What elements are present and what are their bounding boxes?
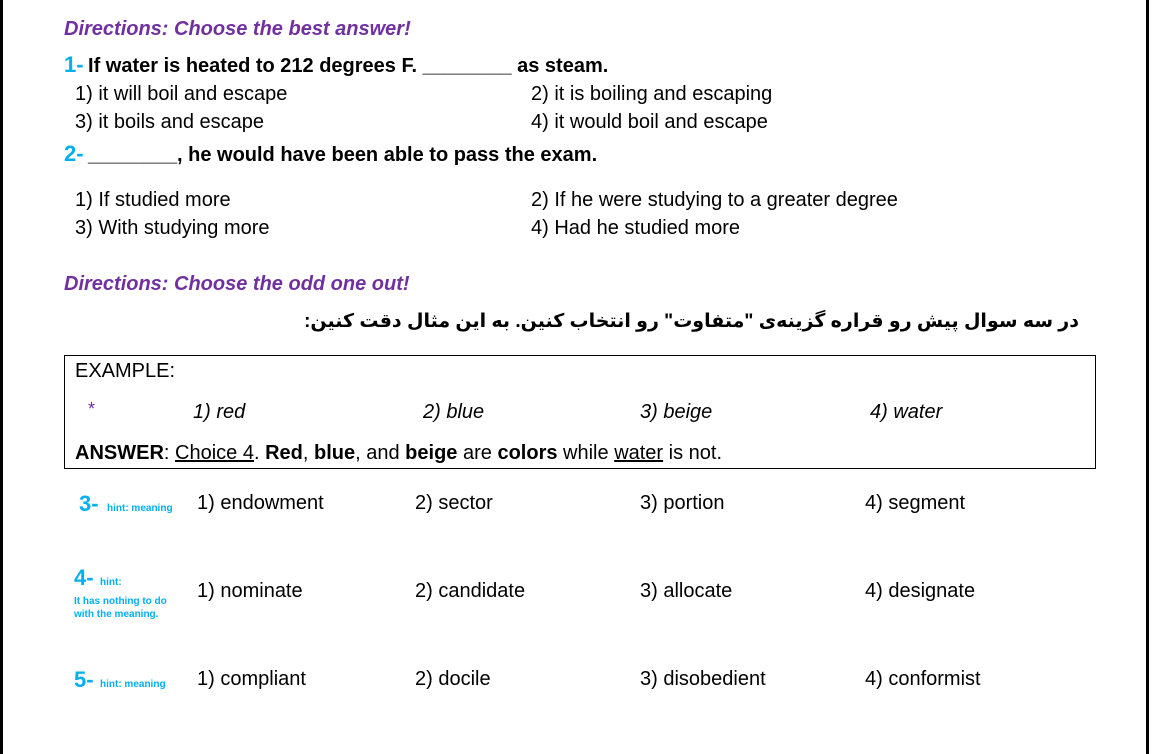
left-border: [0, 0, 3, 754]
example-option-4: 4) water: [870, 401, 943, 423]
q4-option-4[interactable]: 4) designate: [865, 580, 976, 602]
directions-best-answer: Directions: Choose the best answer!: [64, 18, 411, 40]
example-option-2: 2) blue: [423, 401, 485, 423]
answer-red: Red: [265, 442, 303, 464]
q5-option-3[interactable]: 3) disobedient: [640, 668, 766, 690]
q4-option-3[interactable]: 3) allocate: [640, 580, 733, 602]
q3-option-4[interactable]: 4) segment: [865, 492, 966, 514]
q4-option-2[interactable]: 2) candidate: [415, 580, 526, 602]
answer-are: are: [457, 442, 498, 464]
answer-water: water: [614, 442, 664, 464]
answer-sep1: ,: [302, 442, 314, 464]
question-2-stem-line: [64, 141, 597, 167]
q2-option-2[interactable]: 2) If he were studying to a greater degree: [531, 189, 898, 211]
question-5-hint: hint: meaning: [100, 679, 166, 690]
right-border: [1146, 0, 1149, 754]
q5-option-4[interactable]: 4) conformist: [865, 668, 981, 690]
answer-label: ANSWER: [75, 442, 164, 464]
q1-option-3[interactable]: 3) it boils and escape: [75, 111, 265, 133]
question-4-hint-line3: with the meaning.: [74, 609, 159, 620]
question-stem: If water is heated to 212 degrees F. ________ as steam.: [88, 55, 609, 77]
question-1-stem-line: [64, 52, 608, 78]
q3-option-2[interactable]: 2) sector: [415, 492, 493, 514]
answer-colon: :: [163, 442, 176, 464]
directions-odd-one-out: Directions: Choose the odd one out!: [64, 273, 410, 295]
question-3-hint: hint: meaning: [107, 503, 173, 514]
q3-option-3[interactable]: 3) portion: [640, 492, 725, 514]
question-4-hint: hint:: [100, 577, 122, 588]
question-stem: ________, he would have been able to pass the exam.: [88, 144, 598, 166]
question-5-number: 5-: [74, 667, 94, 692]
example-option-3: 3) beige: [640, 401, 713, 423]
q1-option-4[interactable]: 4) it would boil and escape: [531, 111, 768, 133]
answer-while: while: [557, 442, 615, 464]
q1-option-2[interactable]: 2) it is boiling and escaping: [531, 83, 773, 105]
q4-option-1[interactable]: 1) nominate: [197, 580, 303, 602]
answer-colors: colors: [497, 442, 558, 464]
answer-dot: .: [253, 442, 266, 464]
q3-option-1[interactable]: 1) endowment: [197, 492, 324, 514]
persian-instruction: در سه سوال پیش رو قراره گزینه‌ی "متفاوت" رو انتخاب کنین. به این مثال دقت کنین:: [304, 311, 1079, 332]
answer-blue: blue: [314, 442, 356, 464]
q5-option-2[interactable]: 2) docile: [415, 668, 491, 690]
question-4-hint-line2: It has nothing to do: [74, 596, 167, 607]
example-title: EXAMPLE:: [75, 360, 176, 382]
answer-beige: beige: [405, 442, 458, 464]
question-number: 2-: [64, 141, 84, 166]
q2-option-3[interactable]: 3) With studying more: [75, 217, 270, 239]
question-3-number: 3-: [79, 491, 99, 516]
answer-end: is not.: [663, 442, 723, 464]
q5-option-1[interactable]: 1) compliant: [197, 668, 306, 690]
q1-option-1[interactable]: 1) it will boil and escape: [75, 83, 288, 105]
q2-option-4[interactable]: 4) Had he studied more: [531, 217, 741, 239]
example-option-1: 1) red: [193, 401, 246, 423]
q2-option-1[interactable]: 1) If studied more: [75, 189, 231, 211]
example-marker: *: [88, 399, 96, 419]
question-4-number: 4-: [74, 565, 94, 590]
answer-sep2: , and: [355, 442, 406, 464]
answer-choice: Choice 4: [175, 442, 254, 464]
example-answer: [75, 442, 722, 465]
question-number: 1-: [64, 52, 84, 77]
